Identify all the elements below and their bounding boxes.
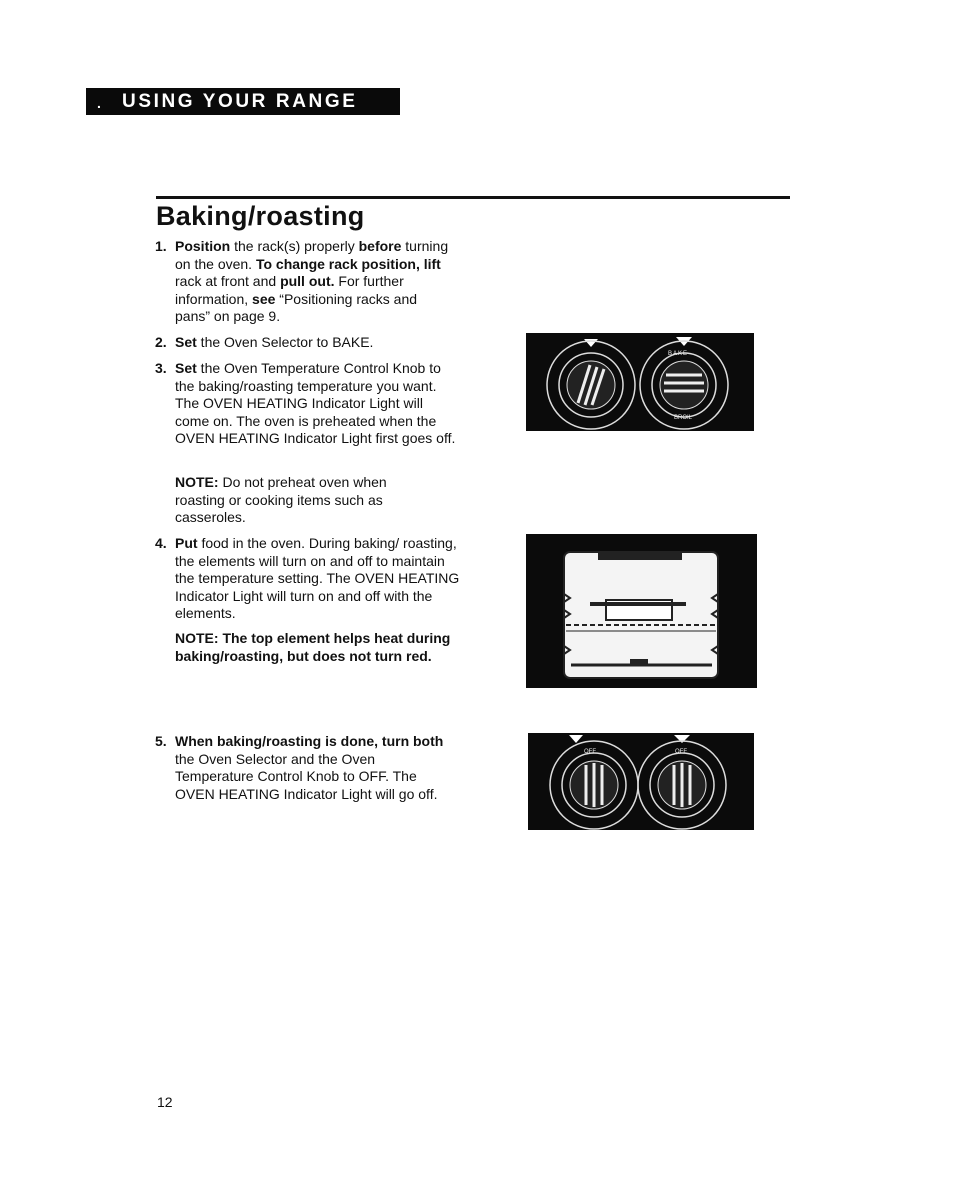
section-title: USING YOUR RANGE	[122, 91, 358, 112]
note-top-element: NOTE: The top element helps heat during baking/roasting, but does not turn red.	[175, 630, 451, 664]
page-number: 12	[157, 1094, 173, 1110]
oven-selector-knob	[547, 339, 635, 429]
step-number: 3.	[155, 360, 167, 376]
step-number: 2.	[155, 334, 167, 350]
oven-interior-figure	[526, 534, 757, 688]
step-number: 4.	[155, 535, 167, 551]
step-1	[155, 238, 455, 326]
knob-label-off-right: OFF	[675, 749, 687, 755]
page-title: Baking/roasting	[156, 201, 365, 231]
step-2	[155, 334, 455, 352]
knobs-off-figure	[528, 733, 754, 830]
step-text: Put food in the oven. During baking/ roasting, the elements will turn on and off to maintain the temperature setting. The OVEN HEATING Indicator Light will turn on and off with the elements.	[175, 535, 460, 621]
step-5	[155, 733, 455, 803]
title-rule	[156, 196, 790, 199]
step-4	[155, 535, 460, 623]
step-number: 5.	[155, 733, 167, 749]
step-text: Position the rack(s) properly before turning on the oven. To change rack position, lift rack at front and pull out. For further information, see “Positioning racks and pans” on page 9.	[175, 238, 449, 324]
knobs-bake-figure	[526, 333, 754, 431]
step-number: 1.	[155, 238, 167, 254]
knob-label-bake: BAKE	[668, 351, 689, 357]
step-text: When baking/roasting is done, turn both the Oven Selector and the Oven Temperature Control Knob to OFF. The OVEN HEATING Indicator Light will go off.	[175, 733, 444, 802]
step-text: Set the Oven Temperature Control Knob to the baking/roasting temperature you want. The OVEN HEATING Indicator Light will come on. The oven is preheated when the OVEN HEATING Indicator Light first goes off.	[175, 360, 456, 446]
step-text: Set the Oven Selector to BAKE.	[175, 334, 374, 350]
note-preheat: NOTE: Do not preheat oven when roasting or cooking items such as casseroles.	[175, 474, 387, 525]
banner-bullet: .	[97, 95, 101, 111]
knob-label-off-left: OFF	[584, 749, 596, 755]
step-3	[155, 360, 460, 448]
section-banner	[86, 88, 400, 115]
knob-label-broil: BROIL	[674, 415, 693, 421]
